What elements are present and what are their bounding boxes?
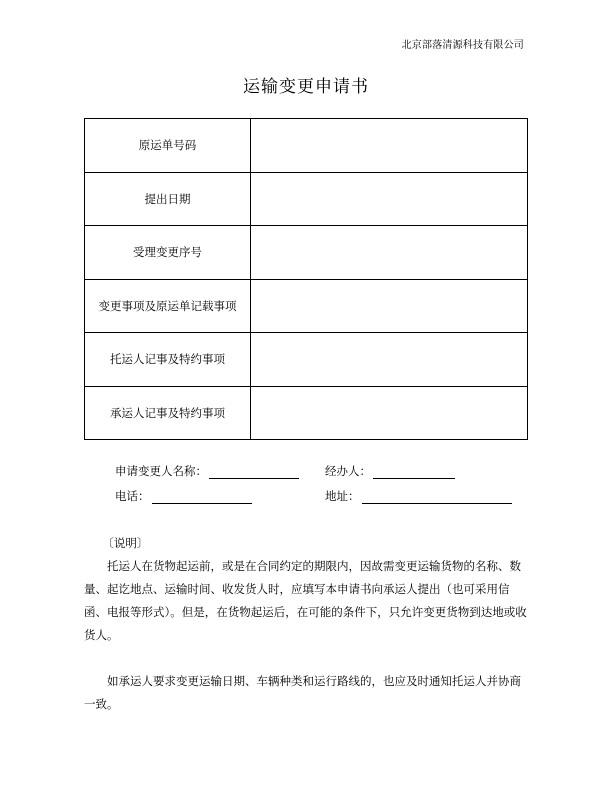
address-pair — [325, 488, 512, 504]
address-field[interactable] — [362, 490, 512, 504]
form-label: 原运单号码 — [85, 119, 251, 173]
company-name: 北京部落清源科技有限公司 — [401, 40, 524, 51]
carrier-notes-field[interactable] — [251, 386, 528, 440]
form-row-original-waybill — [85, 119, 528, 173]
address-label: 地址： — [325, 489, 360, 503]
form-label: 受理变更序号 — [85, 226, 251, 280]
form-row-change-items — [85, 279, 528, 333]
change-items-field[interactable] — [251, 279, 528, 333]
phone-label: 电话： — [115, 489, 150, 503]
handler-pair — [325, 463, 455, 479]
applicant-name-field[interactable] — [209, 465, 299, 479]
phone-field[interactable] — [152, 490, 252, 504]
original-waybill-field[interactable] — [251, 119, 528, 173]
signature-row-2 — [115, 488, 512, 504]
applicant-pair — [115, 463, 325, 479]
notes-paragraph-1: 托运人在货物起运前，或是在合同约定的期限内，因故需变更运输货物的名称、数量、起讫地点、运输时间、收发货人时，应填写本申请书向承运人提出（也可采用信函、电报等形式）。但是，在货物起运后，在可能的条件下，只允许变更货物到达地或收货人。 — [84, 559, 527, 642]
form-row-carrier-notes — [85, 386, 528, 440]
shipper-notes-field[interactable] — [251, 333, 528, 387]
form-label: 提出日期 — [85, 172, 251, 226]
notes-heading: 〔说明〕 — [102, 536, 149, 550]
form-label: 变更事项及原运单记载事项 — [85, 279, 251, 333]
notes-paragraph-2: 如承运人要求变更运输日期、车辆种类和运行路线的，也应及时通知托运人并协商一致。 — [84, 674, 521, 711]
submit-date-field[interactable] — [251, 172, 528, 226]
application-form-table — [84, 118, 528, 440]
handler-label: 经办人： — [325, 464, 371, 478]
notes-section — [84, 532, 530, 716]
form-row-submit-date — [85, 172, 528, 226]
applicant-label: 申请变更人名称： — [115, 464, 207, 478]
phone-pair — [115, 488, 325, 504]
form-label: 承运人记事及特约事项 — [85, 386, 251, 440]
handler-field[interactable] — [373, 465, 455, 479]
form-row-shipper-notes — [85, 333, 528, 387]
form-label: 托运人记事及特约事项 — [85, 333, 251, 387]
form-row-change-serial — [85, 226, 528, 280]
signature-row-1 — [115, 463, 455, 479]
document-title: 运输变更申请书 — [243, 77, 369, 97]
change-serial-field[interactable] — [251, 226, 528, 280]
